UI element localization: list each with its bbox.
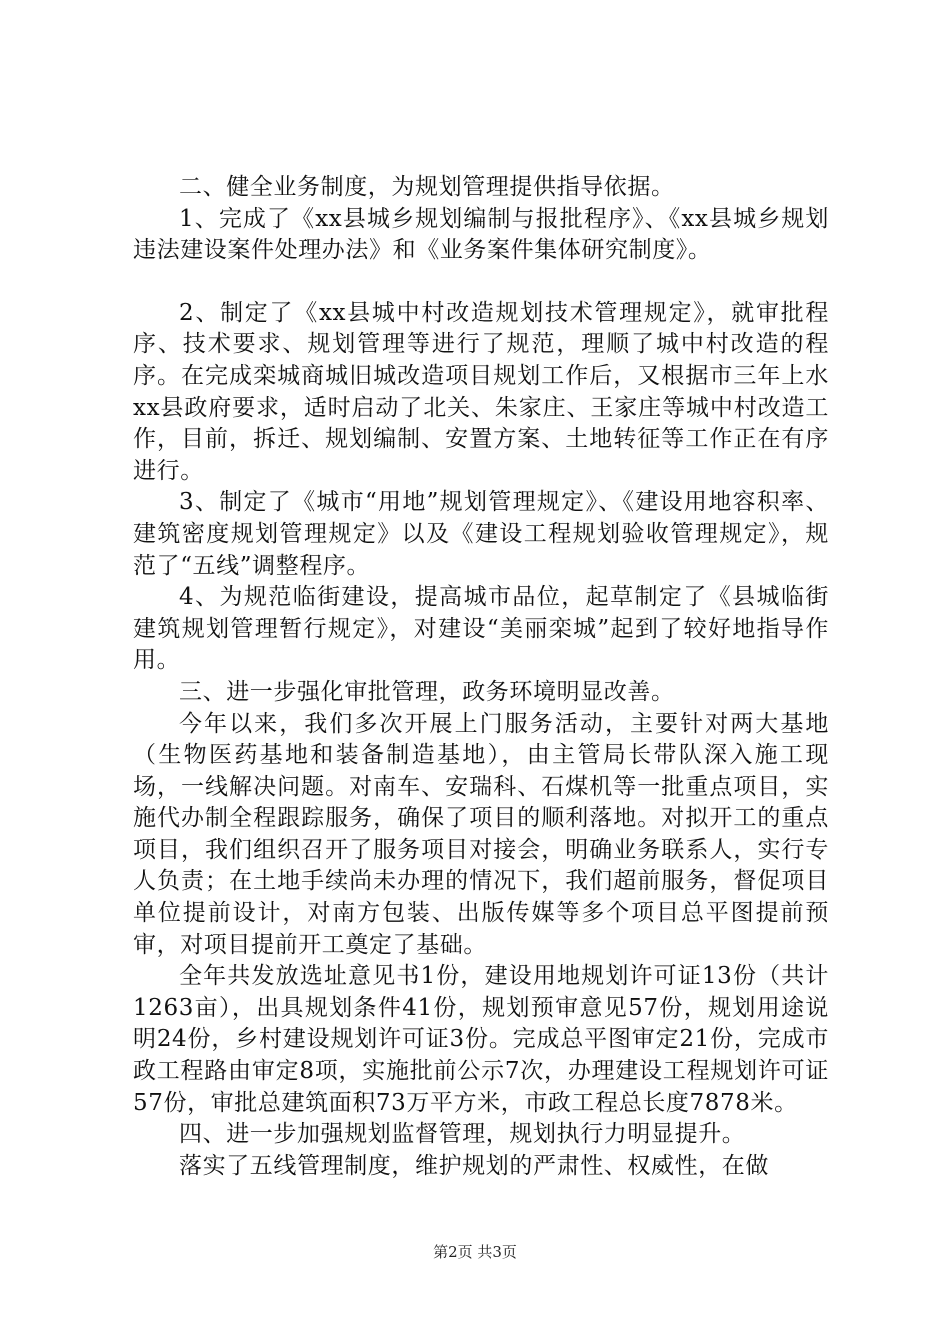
section-heading-2: 二、健全业务制度，为规划管理提供指导依据。 (179, 174, 675, 200)
section-heading-3: 三、进一步强化审批管理，政务环境明显改善。 (179, 678, 675, 705)
paragraph-item-4: 4、为规范临街建设，提高城市品位，起草制定了《县城临街建筑规划管理暂行规定》，对建设“美丽栾城”起到了较好地指导作用。 (133, 584, 829, 674)
page-number-footer: 第2页 共3页 (433, 1243, 517, 1261)
document-body (133, 172, 829, 1182)
paragraph-item-1: 1、完成了《xx县城乡规划编制与报批程序》、《xx县城乡规划违法建设案件处理办法》和《业务案件集体研究制度》。 (133, 205, 829, 264)
paragraph-statistics: 全年共发放选址意见书1份，建设用地规划许可证13份（共计1263亩），出具规划条件41份，规划预审意见57份，规划用途说明24份，乡村建设规划许可证3份。完成总平图审定21份，完成市政工程路由审定8项，实施批前公示7次，办理建设工程规划许可证57份，审批总建筑面积73万平方米，市政工程总长度7878米。 (133, 963, 829, 1116)
paragraph-five-lines: 落实了五线管理制度，维护规划的严肃性、权威性，在做 (179, 1152, 769, 1179)
section-heading-4: 四、进一步加强规划监督管理，规划执行力明显提升。 (179, 1121, 746, 1148)
paragraph-service: 今年以来，我们多次开展上门服务活动，主要针对两大基地（生物医药基地和装备制造基地），由主管局长带队深入施工现场，一线解决问题。对南车、安瑞科、石煤机等一批重点项目，实施代办制全程跟踪服务，确保了项目的顺利落地。对拟开工的重点项目，我们组织召开了服务项目对接会，明确业务联系人，实行专人负责；在土地手续尚未办理的情况下，我们超前服务，督促项目单位提前设计，对南方包装、出版传媒等多个项目总平图提前预审，对项目提前开工奠定了基础。 (133, 710, 829, 958)
paragraph-item-2: 2、制定了《xx县城中村改造规划技术管理规定》，就审批程序、技术要求、规划管理等进行了规范，理顺了城中村改造的程序。在完成栾城商城旧城改造项目规划工作后，又根据市三年上水xx县政府要求，适时启动了北关、朱家庄、王家庄等城中村改造工作，目前，拆迁、规划编制、安置方案、土地转征等工作正在有序进行。 (133, 299, 829, 484)
paragraph-item-3: 3、制定了《城市“用地”规划管理规定》、《建设用地容积率、建筑密度规划管理规定》以及《建设工程规划验收管理规定》，规范了“五线”调整程序。 (133, 489, 829, 579)
